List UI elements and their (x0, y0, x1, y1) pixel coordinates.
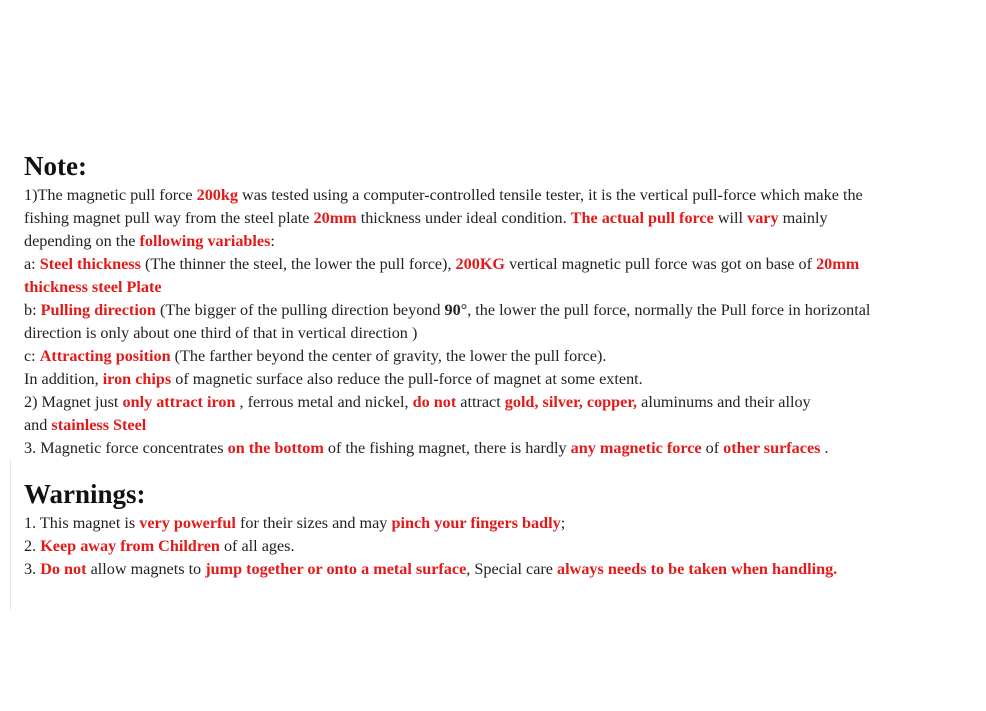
emphasis-text: Do not (40, 560, 87, 578)
emphasis-text: 200kg (196, 186, 238, 204)
note-line (24, 345, 974, 368)
note-line (24, 322, 974, 345)
emphasis-text: Keep away from Children (40, 537, 220, 555)
note-heading: Note: (24, 151, 87, 181)
emphasis-text: 20mm (313, 209, 357, 227)
body-text: , ferrous metal and nickel, (235, 393, 413, 411)
body-text: attract (456, 393, 505, 411)
warnings-body (24, 512, 974, 581)
body-text: . (820, 439, 829, 457)
emphasis-text: 20mm (816, 255, 860, 273)
body-text: (The bigger of the pulling direction beyond (155, 301, 445, 319)
body-text: 3. (24, 560, 41, 578)
emphasis-text: thickness steel Plate (24, 278, 162, 296)
body-text: (The thinner the steel, the lower the pull force), (140, 255, 456, 273)
body-text: b: (24, 301, 41, 319)
body-text: In addition, (24, 370, 103, 388)
emphasis-text: following variables (139, 232, 271, 250)
body-text: of the fishing magnet, there is hardly (323, 439, 571, 457)
body-text: c: (24, 347, 40, 365)
body-text: will (713, 209, 748, 227)
body-text: : (270, 232, 275, 250)
body-text: allow magnets to (86, 560, 206, 578)
body-text: a: (24, 255, 40, 273)
body-text: , Special care (466, 560, 558, 578)
body-text: mainly (778, 209, 828, 227)
body-text: ; (560, 514, 566, 532)
emphasis-text: other surfaces (723, 439, 821, 457)
body-text: direction is only about one third of that in vertical direction ) (24, 324, 418, 342)
body-text: 2. (24, 537, 41, 555)
body-text: 3. Magnetic force concentrates (24, 439, 228, 457)
body-text: aluminums and their alloy (637, 393, 811, 411)
warning-line (24, 558, 974, 581)
emphasis-text: pinch your fingers badly (391, 514, 561, 532)
body-text: of all ages. (219, 537, 295, 555)
emphasis-text: always needs to be taken when handling. (557, 560, 838, 578)
note-line (24, 207, 974, 230)
divider (10, 460, 11, 610)
note-line (24, 184, 974, 207)
body-text: of (701, 439, 724, 457)
body-text: vertical magnetic pull force was got on base of (505, 255, 817, 273)
body-text: (The farther beyond the center of gravity, the lower the pull force). (170, 347, 607, 365)
body-text: 1. This magnet is (24, 514, 140, 532)
bold-text: 90 (444, 301, 461, 319)
emphasis-text: 200KG (455, 255, 506, 273)
emphasis-text: iron chips (102, 370, 172, 388)
body-text: fishing magnet pull way from the steel plate (24, 209, 314, 227)
emphasis-text: only attract iron (122, 393, 236, 411)
note-line (24, 276, 974, 299)
emphasis-text: Attracting position (39, 347, 171, 365)
emphasis-text: vary (747, 209, 779, 227)
body-text: 2) Magnet just (24, 393, 123, 411)
body-text: 1)The magnetic pull force (24, 186, 197, 204)
emphasis-text: jump together or onto a metal surface (205, 560, 467, 578)
note-line (24, 437, 974, 460)
emphasis-text: on the bottom (227, 439, 324, 457)
note-line (24, 414, 974, 437)
warning-line (24, 535, 974, 558)
note-line (24, 368, 974, 391)
note-body (24, 184, 974, 460)
body-text: of magnetic surface also reduce the pull-force of magnet at some extent. (171, 370, 643, 388)
emphasis-text: any magnetic force (570, 439, 702, 457)
note-line (24, 391, 974, 414)
emphasis-text: gold, silver, copper, (504, 393, 638, 411)
body-text: for their sizes and may (235, 514, 392, 532)
emphasis-text: very powerful (139, 514, 236, 532)
body-text: depending on the (24, 232, 140, 250)
emphasis-text: stainless Steel (51, 416, 147, 434)
warning-line (24, 512, 974, 535)
emphasis-text: Steel thickness (39, 255, 141, 273)
body-text: thickness under ideal condition. (356, 209, 571, 227)
emphasis-text: Pulling direction (40, 301, 156, 319)
body-text: °, the lower the pull force, normally the Pull force in horizontal (460, 301, 871, 319)
body-text: was tested using a computer-controlled tensile tester, it is the vertical pull-force which make the (237, 186, 863, 204)
note-line (24, 253, 974, 276)
emphasis-text: do not (412, 393, 457, 411)
warnings-heading: Warnings: (24, 479, 146, 509)
note-line (24, 299, 974, 322)
body-text: and (24, 416, 52, 434)
emphasis-text: The actual pull force (570, 209, 714, 227)
note-line (24, 230, 974, 253)
